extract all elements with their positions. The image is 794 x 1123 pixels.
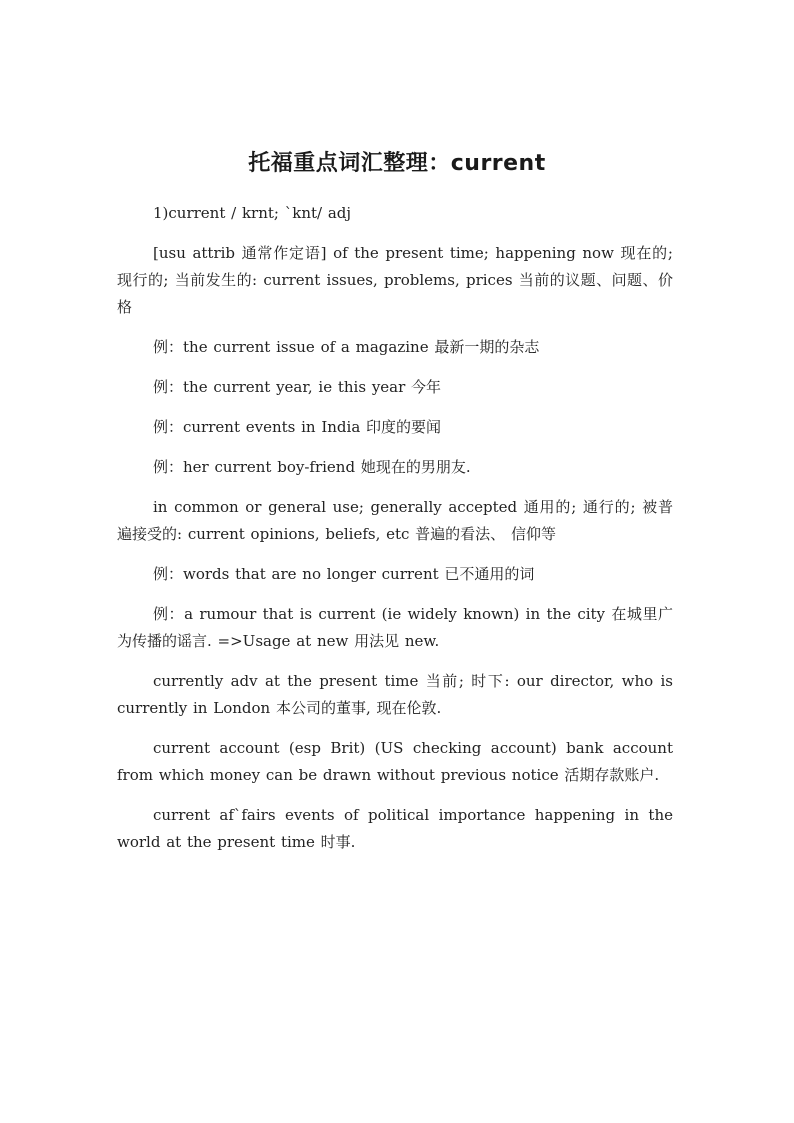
- definition-paragraph: [usu attrib 通常作定语] of the present time; happening now 现在的; 现行的; 当前发生的: current issues, problems, prices 当前的议题、问题、价格: [117, 244, 673, 316]
- compound-entry-paragraph: current af`fairs events of political importance happening in the world at the present time 时事.: [117, 806, 673, 851]
- compound-entry-paragraph: current account (esp Brit) (US checking account) bank account from which money can be drawn without previous notice 活期存款账户.: [117, 739, 673, 784]
- example-sentence: 例：words that are no longer current 已不通用的词: [153, 565, 535, 583]
- document-title: 托福重点词汇整理：current: [248, 151, 546, 176]
- example-sentence: 例：current events in India 印度的要闻: [153, 418, 442, 436]
- derived-word-paragraph: currently adv at the present time 当前; 时下: our director, who is currently in London 本公司的董事, 现在伦敦.: [117, 672, 673, 717]
- example-sentence: 例：her current boy-friend 她现在的男朋友.: [153, 458, 471, 476]
- example-sentence: 例：the current issue of a magazine 最新一期的杂志: [153, 338, 540, 356]
- example-sentence: 例：a rumour that is current (ie widely known) in the city 在城里广为传播的谣言. =>Usage at new 用法见 new.: [117, 605, 673, 650]
- definition-paragraph: in common or general use; generally accepted 通用的; 通行的; 被普遍接受的: current opinions, beliefs, etc 普遍的看法、 信仰等: [117, 498, 673, 543]
- example-sentence: 例：the current year, ie this year 今年: [153, 378, 442, 396]
- headword-line: 1)current / krnt; `knt/ adj: [153, 204, 352, 222]
- document-body: [117, 200, 673, 869]
